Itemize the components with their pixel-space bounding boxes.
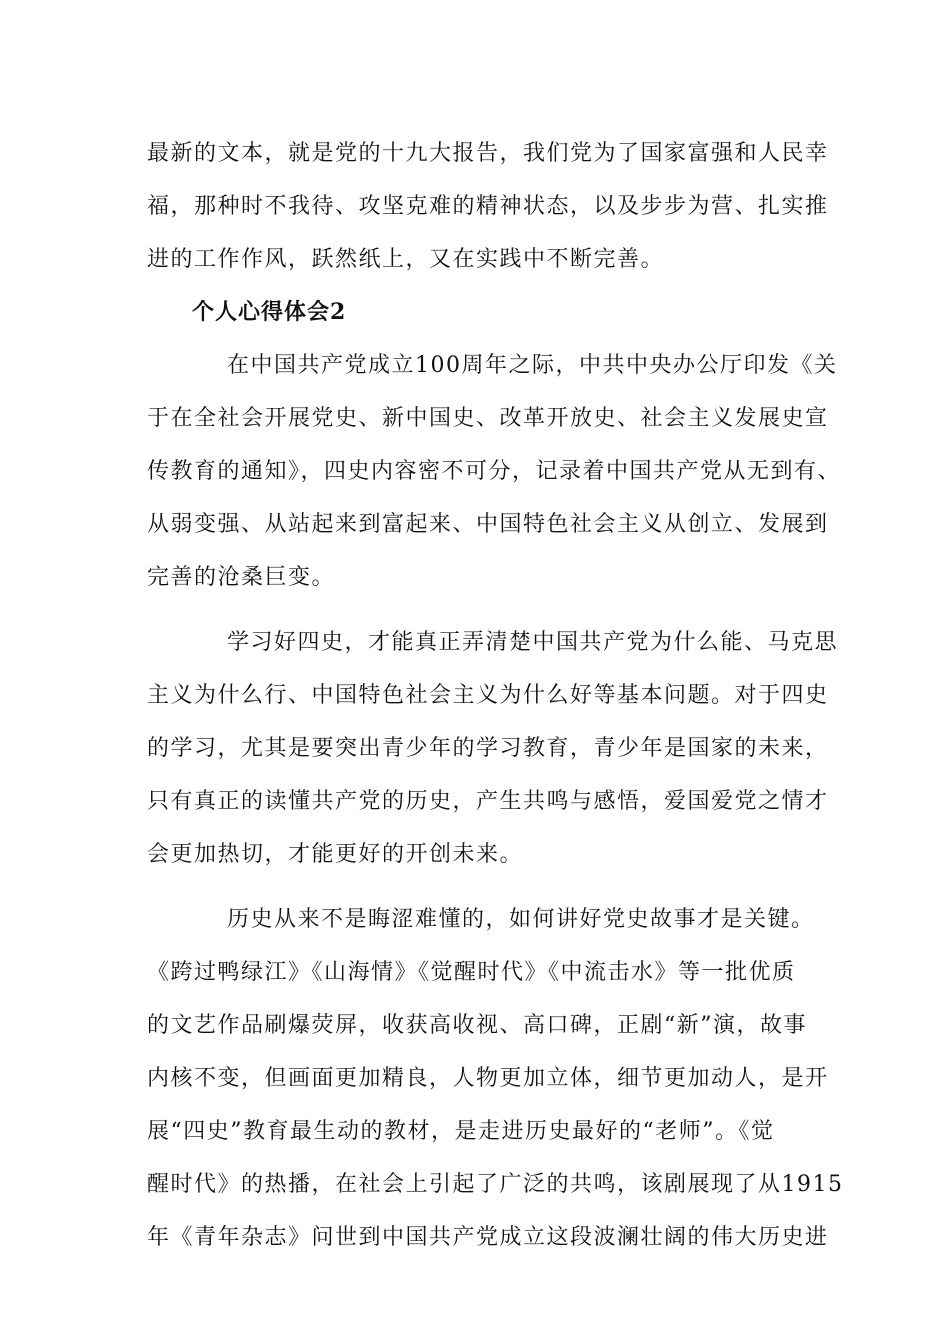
paragraph-gap (147, 604, 807, 616)
text-line: 传教育的通知》，四史内容密不可分，记录着中国共产党从无到有、 (147, 459, 842, 484)
text-line: 只有真正的读懂共产党的历史，产生共鸣与感悟，爱国爱党之情才 (147, 789, 829, 814)
text-line: 历史从来不是晦涩难懂的，如何讲好党史故事才是关键。 (227, 907, 815, 932)
text-line: 会更加热切，才能更好的开创未来。 (147, 842, 524, 867)
text-line: 完善的沧桑巨变。 (147, 565, 336, 590)
paragraph-4 (147, 893, 844, 1264)
section-heading: 个人心得体会2 (192, 299, 347, 325)
text-line: 醒时代》的热播，在社会上引起了广泛的共鸣，该剧展现了从1915 (147, 1172, 844, 1197)
text-line: 的文艺作品刷爆荧屏，收获高收视、高口碑，正剧“新”演，故事 (147, 1013, 807, 1038)
paragraph-gap (147, 881, 807, 893)
text-line: 在中国共产党成立100周年之际，中共中央办公厅印发《关 (227, 353, 838, 378)
text-line: 年《青年杂志》问世到中国共产党成立这段波澜壮阔的伟大历史进 (147, 1225, 829, 1250)
paragraph-3 (147, 616, 839, 881)
text-line: 最新的文本，就是党的十九大报告，我们党为了国家富强和人民幸 (147, 141, 829, 166)
text-line: 学习好四史，才能真正弄清楚中国共产党为什么能、马克思 (227, 630, 839, 655)
text-line: 从弱变强、从站起来到富起来、中国特色社会主义从创立、发展到 (147, 512, 829, 537)
text-line: 于在全社会开展党史、新中国史、改革开放史、社会主义发展史宣 (147, 406, 829, 431)
paragraph-1 (147, 127, 829, 286)
text-line: 的学习，尤其是要突出青少年的学习教育，青少年是国家的未来， (147, 736, 829, 761)
text-line: 《跨过鸭绿江》《山海情》《觉醒时代》《中流击水》等一批优质 (147, 960, 796, 985)
document-body (147, 127, 844, 1264)
paragraph-2 (147, 339, 842, 604)
text-line: 进的工作作风，跃然纸上，又在实践中不断完善。 (147, 247, 665, 272)
text-line: 展“四史”教育最生动的教材，是走进历史最好的“老师”。《觉 (147, 1119, 775, 1144)
text-line: 主义为什么行、中国特色社会主义为什么好等基本问题。对于四史 (147, 683, 829, 708)
text-line: 内核不变，但画面更加精良，人物更加立体，细节更加动人，是开 (147, 1066, 829, 1091)
text-line: 福，那种时不我待、攻坚克难的精神状态，以及步步为营、扎实推 (147, 194, 829, 219)
